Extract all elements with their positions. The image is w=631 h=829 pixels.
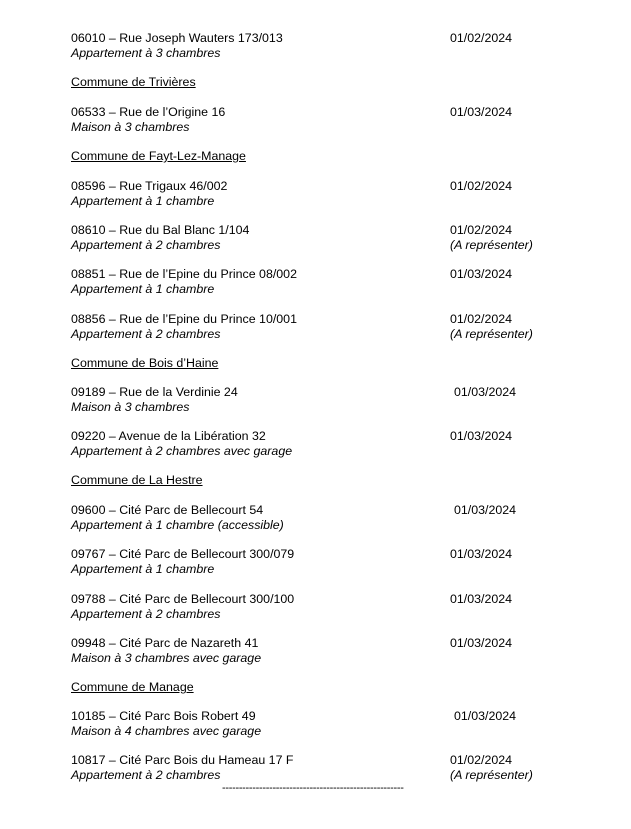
listing-type: Appartement à 3 chambres [71, 46, 221, 60]
listing-date: 01/03/2024 [450, 592, 513, 606]
listing-address: 09220 – Avenue de la Libération 32 [71, 429, 266, 443]
listing-type: Appartement à 1 chambre [71, 194, 215, 208]
listing-date: 01/03/2024 [450, 636, 513, 650]
listing-item [71, 429, 551, 459]
listing-item [71, 179, 551, 209]
listing-address: 06010 – Rue Joseph Wauters 173/013 [71, 31, 283, 45]
listing-type: Appartement à 2 chambres [71, 238, 221, 252]
listing-address: 08851 – Rue de l’Epine du Prince 08/002 [71, 267, 297, 281]
listing-item [71, 547, 551, 577]
commune-heading-bois-dhaine: Commune de Bois d’Haine [71, 356, 219, 370]
listing-address: 09600 – Cité Parc de Bellecourt 54 [71, 503, 264, 517]
listing-address: 06533 – Rue de l’Origine 16 [71, 105, 226, 119]
listing-address: 10817 – Cité Parc Bois du Hameau 17 F [71, 753, 294, 767]
listing-date: 01/03/2024 [454, 709, 517, 723]
listing-date: 01/02/2024 [450, 753, 513, 767]
listing-item [71, 592, 551, 622]
listing-address: 08856 – Rue de l’Epine du Prince 10/001 [71, 312, 297, 326]
commune-heading-fayt-lez-manage: Commune de Fayt-Lez-Manage [71, 149, 246, 163]
listing-date: 01/03/2024 [454, 385, 517, 399]
listing-date: 01/03/2024 [450, 267, 513, 281]
listing-item [71, 223, 551, 253]
listing-address: 08596 – Rue Trigaux 46/002 [71, 179, 228, 193]
listing-type: Appartement à 1 chambre [71, 282, 215, 296]
listing-item [71, 267, 551, 297]
listing-item [71, 385, 551, 415]
listing-date: 01/02/2024 [450, 223, 513, 237]
listing-type: Appartement à 2 chambres [71, 327, 221, 341]
listing-type: Appartement à 2 chambres [71, 607, 221, 621]
listing-date: 01/02/2024 [450, 179, 513, 193]
listing-date: 01/02/2024 [450, 31, 513, 45]
listing-item [71, 312, 551, 342]
listing-type: Appartement à 2 chambres [71, 768, 221, 782]
listing-date: 01/03/2024 [450, 547, 513, 561]
listing-date: 01/02/2024 [450, 312, 513, 326]
listing-address: 08610 – Rue du Bal Blanc 1/104 [71, 223, 250, 237]
listing-type: Appartement à 2 chambres avec garage [71, 444, 293, 458]
commune-heading-manage: Commune de Manage [71, 680, 194, 694]
listing-address: 09948 – Cité Parc de Nazareth 41 [71, 636, 259, 650]
listing-note: (A représenter) [450, 238, 533, 252]
commune-heading-trivieres: Commune de Trivières [71, 75, 196, 89]
listing-address: 09189 – Rue de la Verdinie 24 [71, 385, 238, 399]
listing-address: 09788 – Cité Parc de Bellecourt 300/100 [71, 592, 295, 606]
listing-item [71, 503, 551, 533]
commune-heading-la-hestre: Commune de La Hestre [71, 473, 203, 487]
listing-type: Maison à 3 chambres avec garage [71, 651, 262, 665]
listing-type: Appartement à 1 chambre [71, 562, 215, 576]
listing-date: 01/03/2024 [450, 105, 513, 119]
listing-type: Appartement à 1 chambre (accessible) [71, 518, 284, 532]
listing-type: Maison à 4 chambres avec garage [71, 724, 262, 738]
listing-address: 10185 – Cité Parc Bois Robert 49 [71, 709, 256, 723]
footer-divider: ------------------------------------------------------ [222, 782, 404, 794]
listing-address: 09767 – Cité Parc de Bellecourt 300/079 [71, 547, 295, 561]
listing-item [71, 636, 551, 666]
listing-item [71, 753, 551, 783]
listing-item [71, 105, 551, 135]
listing-item [71, 31, 551, 61]
listing-note: (A représenter) [450, 327, 533, 341]
listing-type: Maison à 3 chambres [71, 120, 190, 134]
listing-note: (A représenter) [450, 768, 533, 782]
listing-type: Maison à 3 chambres [71, 400, 190, 414]
listing-date: 01/03/2024 [450, 429, 513, 443]
listing-item [71, 709, 551, 739]
listing-date: 01/03/2024 [454, 503, 517, 517]
